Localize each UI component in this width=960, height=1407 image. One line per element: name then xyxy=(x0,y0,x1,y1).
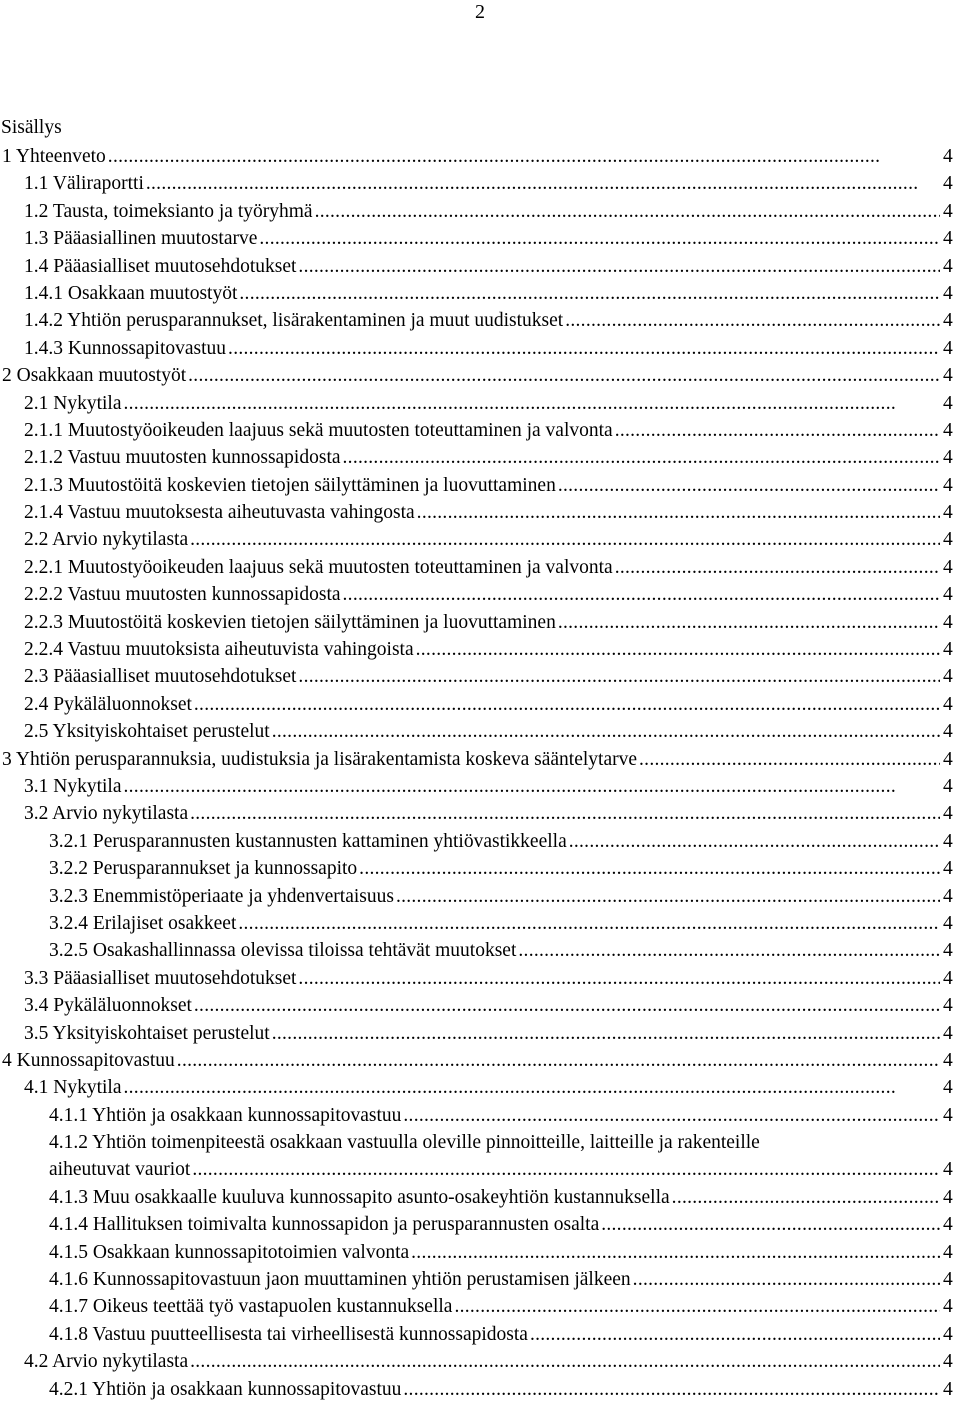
toc-entry-title: 2.1.1 Muutostyöoikeuden laajuus sekä muutosten toteuttaminen ja valvonta xyxy=(24,419,613,441)
toc-entry-title: 3.2.5 Osakashallinnassa olevissa tiloissa tehtävät muutokset xyxy=(49,940,517,962)
toc-dot-leader xyxy=(108,143,940,170)
toc-entry-page: 4 xyxy=(943,967,953,989)
toc-dot-leader xyxy=(272,1020,940,1047)
toc-entry-title: 3.3 Pääasialliset muutosehdotukset xyxy=(24,967,297,989)
toc-entry-page: 4 xyxy=(943,146,953,167)
toc-entry[interactable] xyxy=(0,1321,960,1348)
toc-entry[interactable] xyxy=(0,444,960,471)
toc-entry[interactable] xyxy=(0,718,960,745)
toc-entry-title: 2.1.4 Vastuu muutoksesta aiheutuvasta vahingosta xyxy=(24,502,415,524)
toc-entry[interactable] xyxy=(0,472,960,499)
toc-dot-leader xyxy=(124,773,941,800)
toc-entry[interactable] xyxy=(0,1293,960,1320)
toc-dot-leader xyxy=(672,1184,940,1211)
toc-entry[interactable] xyxy=(0,1047,960,1074)
toc-dot-leader xyxy=(239,280,940,307)
table-of-contents xyxy=(0,143,960,1403)
toc-entry-page: 4 xyxy=(943,1241,953,1263)
toc-entry-page: 4 xyxy=(943,1323,953,1345)
toc-entry-page: 4 xyxy=(943,282,953,304)
toc-entry[interactable] xyxy=(0,691,960,718)
toc-entry[interactable] xyxy=(0,773,960,800)
toc-entry-page: 4 xyxy=(943,337,953,359)
toc-entry-page: 4 xyxy=(943,748,953,770)
toc-entry-page: 4 xyxy=(943,447,953,469)
toc-entry[interactable] xyxy=(0,1348,960,1375)
toc-entry-page: 4 xyxy=(943,1049,953,1071)
toc-entry-title: 2.2.2 Vastuu muutosten kunnossapidosta xyxy=(24,584,341,606)
toc-entry-title: 3.2.4 Erilajiset osakkeet xyxy=(49,912,237,934)
toc-entry[interactable] xyxy=(0,1376,960,1403)
toc-dot-leader xyxy=(259,225,940,252)
toc-dot-leader xyxy=(343,444,940,471)
toc-entry[interactable] xyxy=(0,554,960,581)
toc-dot-leader xyxy=(518,937,940,964)
toc-dot-leader xyxy=(192,1156,940,1183)
toc-entry-title: 4.1.3 Muu osakkaalle kuuluva kunnossapito asunto-osakeyhtiön kustannuksella xyxy=(49,1186,670,1208)
toc-entry[interactable] xyxy=(0,1020,960,1047)
toc-dot-leader xyxy=(454,1293,940,1320)
toc-entry-title: 1.1 Väliraportti xyxy=(24,173,144,195)
toc-entry-page: 4 xyxy=(943,885,953,907)
toc-dot-leader xyxy=(194,992,940,1019)
toc-entry-page: 4 xyxy=(943,365,953,387)
toc-entry-title: 1.2 Tausta, toimeksianto ja työryhmä xyxy=(24,200,313,222)
toc-entry-title: 2.3 Pääasialliset muutosehdotukset xyxy=(24,666,297,688)
toc-entry-page: 4 xyxy=(943,228,953,250)
toc-dot-leader xyxy=(298,253,940,280)
toc-entry-page: 4 xyxy=(943,803,953,825)
toc-entry-page: 4 xyxy=(943,693,953,715)
toc-entry-page: 4 xyxy=(943,940,953,962)
toc-entry[interactable] xyxy=(0,1211,960,1238)
toc-entry-page: 4 xyxy=(943,173,953,195)
toc-entry[interactable] xyxy=(0,1184,960,1211)
toc-entry[interactable] xyxy=(0,883,960,910)
toc-entry-title: 2.2.1 Muutostyöoikeuden laajuus sekä muutosten toteuttaminen ja valvonta xyxy=(24,556,613,578)
toc-entry-page: 4 xyxy=(943,502,953,524)
toc-entry-title: 2.2.4 Vastuu muutoksista aiheutuvista vahingoista xyxy=(24,639,414,661)
toc-dot-leader xyxy=(228,335,940,362)
toc-dot-leader xyxy=(298,663,940,690)
toc-entry-page: 4 xyxy=(943,1104,953,1126)
toc-entry-title: 2.2.3 Muutostöitä koskevien tietojen säilyttäminen ja luovuttaminen xyxy=(24,611,556,633)
toc-dot-leader xyxy=(403,1102,940,1129)
toc-entry-page: 4 xyxy=(943,556,953,578)
toc-entry-page: 4 xyxy=(943,858,953,880)
toc-dot-leader xyxy=(411,1239,940,1266)
toc-entry-page: 4 xyxy=(943,1022,953,1044)
toc-entry[interactable] xyxy=(0,143,960,170)
toc-entry[interactable] xyxy=(0,417,960,444)
toc-entry-title: 3.5 Yksityiskohtaiset perustelut xyxy=(24,1022,270,1044)
toc-dot-leader xyxy=(416,636,940,663)
toc-entry-title: 4.2 Arvio nykytilasta xyxy=(24,1351,189,1373)
toc-entry-page: 4 xyxy=(943,1269,953,1291)
toc-entry-page: 4 xyxy=(943,721,953,743)
toc-entry-continuation-line xyxy=(49,1156,960,1183)
toc-entry-page: 4 xyxy=(943,200,953,222)
toc-entry-title: 4.1.8 Vastuu puutteellisesta tai virheellisestä kunnossapidosta xyxy=(49,1323,528,1345)
toc-entry-page: 4 xyxy=(943,775,953,797)
toc-entry-title: 2 Osakkaan muutostyöt xyxy=(2,365,187,387)
toc-entry-title: 1.3 Pääasiallinen muutostarve xyxy=(24,228,258,250)
toc-entry-page: 4 xyxy=(943,1077,953,1099)
toc-entry-page: 4 xyxy=(943,419,953,441)
toc-entry-page: 4 xyxy=(943,1351,953,1373)
toc-entry-title: 3.2 Arvio nykytilasta xyxy=(24,803,189,825)
toc-entry-page: 4 xyxy=(943,611,953,633)
toc-entry-title: 1.4.1 Osakkaan muutostyöt xyxy=(24,282,238,304)
toc-entry-title: 4.1.1 Yhtiön ja osakkaan kunnossapitovastuu xyxy=(49,1104,402,1126)
toc-dot-leader xyxy=(343,581,940,608)
toc-entry[interactable] xyxy=(0,636,960,663)
toc-entry[interactable] xyxy=(0,992,960,1019)
toc-entry-page: 4 xyxy=(943,995,953,1017)
toc-entry-page: 4 xyxy=(943,474,953,496)
toc-entry[interactable] xyxy=(0,362,960,389)
toc-entry-title: 4.1.4 Hallituksen toimivalta kunnossapidon ja perusparannusten osalta xyxy=(49,1214,600,1236)
toc-dot-leader xyxy=(190,526,940,553)
toc-entry-title: 4.2.1 Yhtiön ja osakkaan kunnossapitovastuu xyxy=(49,1378,402,1400)
toc-title: Sisällys xyxy=(1,117,62,138)
toc-entry-title: 3.1 Nykytila xyxy=(24,775,122,797)
toc-entry[interactable] xyxy=(0,499,960,526)
toc-entry[interactable] xyxy=(0,937,960,964)
toc-entry-title: 2.1 Nykytila xyxy=(24,392,122,414)
toc-dot-leader xyxy=(639,746,940,773)
toc-entry-title: 2.1.3 Muutostöitä koskevien tietojen säilyttäminen ja luovuttaminen xyxy=(24,474,556,496)
toc-dot-leader xyxy=(569,828,940,855)
toc-dot-leader xyxy=(558,609,940,636)
toc-entry-page: 4 xyxy=(943,830,953,852)
toc-entry-title: 2.1.2 Vastuu muutosten kunnossapidosta xyxy=(24,447,341,469)
toc-entry-title-continuation: aiheutuvat vauriot xyxy=(49,1159,191,1181)
toc-entry-page: 4 xyxy=(943,529,953,551)
toc-entry-page: 4 xyxy=(943,392,953,414)
toc-dot-leader xyxy=(194,691,940,718)
toc-entry-title: 1.4 Pääasialliset muutosehdotukset xyxy=(24,255,297,277)
toc-entry-title: 2.2 Arvio nykytilasta xyxy=(24,529,189,551)
toc-entry-page: 4 xyxy=(943,1159,953,1181)
toc-entry-title: 3.2.1 Perusparannusten kustannusten kattaminen yhtiövastikkeella xyxy=(49,830,567,852)
toc-dot-leader xyxy=(565,307,940,334)
toc-entry-title: 1.4.2 Yhtiön perusparannukset, lisärakentaminen ja muut uudistukset xyxy=(24,310,564,332)
toc-entry[interactable] xyxy=(0,1239,960,1266)
toc-entry-title: 4 Kunnossapitovastuu xyxy=(2,1049,175,1071)
toc-entry[interactable] xyxy=(0,910,960,937)
toc-entry-page: 4 xyxy=(943,255,953,277)
toc-entry[interactable] xyxy=(0,800,960,827)
toc-entry[interactable] xyxy=(0,828,960,855)
toc-entry-title: 4.1.5 Osakkaan kunnossapitotoimien valvonta xyxy=(49,1241,410,1263)
toc-entry[interactable] xyxy=(0,198,960,225)
toc-entry-page: 4 xyxy=(943,666,953,688)
toc-entry-page: 4 xyxy=(943,1296,953,1318)
toc-entry[interactable] xyxy=(0,855,960,882)
toc-entry-title: 2.4 Pykäläluonnokset xyxy=(24,693,192,715)
toc-dot-leader xyxy=(146,170,940,197)
toc-entry-page: 4 xyxy=(943,1186,953,1208)
toc-dot-leader xyxy=(238,910,940,937)
toc-entry-title: 1 Yhteenveto xyxy=(2,146,106,167)
toc-dot-leader xyxy=(615,417,940,444)
toc-entry-page: 4 xyxy=(943,912,953,934)
toc-entry-title: 4.1.6 Kunnossapitovastuun jaon muuttaminen yhtiön perustamisen jälkeen xyxy=(49,1269,631,1291)
toc-entry[interactable] xyxy=(0,390,960,417)
toc-dot-leader xyxy=(190,800,940,827)
toc-dot-leader xyxy=(558,472,940,499)
toc-entry[interactable] xyxy=(0,581,960,608)
toc-entry-title: 3.2.3 Enemmistöperiaate ja yhdenvertaisuus xyxy=(49,885,394,907)
toc-entry[interactable] xyxy=(0,663,960,690)
toc-entry-title: 3 Yhtiön perusparannuksia, uudistuksia ja lisärakentamista koskeva sääntelytarve xyxy=(2,748,638,770)
toc-entry-title: 1.4.3 Kunnossapitovastuu xyxy=(24,337,227,359)
toc-dot-leader xyxy=(633,1266,940,1293)
toc-entry-title: 2.5 Yksityiskohtaiset perustelut xyxy=(24,721,270,743)
toc-dot-leader xyxy=(403,1376,940,1403)
toc-entry-title: 4.1.7 Oikeus teettää työ vastapuolen kustannuksella xyxy=(49,1296,453,1318)
toc-dot-leader xyxy=(359,855,940,882)
toc-entry[interactable] xyxy=(0,170,960,197)
toc-dot-leader xyxy=(298,965,940,992)
toc-entry-page: 4 xyxy=(943,1214,953,1236)
toc-entry-page: 4 xyxy=(943,1378,953,1400)
toc-entry-title: 4.1.2 Yhtiön toimenpiteestä osakkaan vastuulla oleville pinnoitteille, laitteille ja rakenteille xyxy=(49,1132,760,1154)
toc-entry[interactable] xyxy=(0,280,960,307)
toc-dot-leader xyxy=(601,1211,940,1238)
toc-dot-leader xyxy=(190,1348,940,1375)
toc-entry[interactable] xyxy=(0,253,960,280)
toc-entry[interactable] xyxy=(0,335,960,362)
toc-dot-leader xyxy=(417,499,940,526)
toc-dot-leader xyxy=(272,718,940,745)
toc-entry-title: 3.4 Pykäläluonnokset xyxy=(24,995,192,1017)
toc-entry-page: 4 xyxy=(943,310,953,332)
toc-entry[interactable] xyxy=(0,1102,960,1129)
toc-entry-page: 4 xyxy=(943,639,953,661)
toc-entry[interactable] xyxy=(0,746,960,773)
toc-entry[interactable] xyxy=(0,1129,960,1184)
toc-dot-leader xyxy=(396,883,940,910)
toc-dot-leader xyxy=(124,1074,941,1101)
page-number: 2 xyxy=(475,1,485,23)
toc-entry[interactable] xyxy=(0,965,960,992)
toc-entry[interactable] xyxy=(0,609,960,636)
toc-entry[interactable] xyxy=(0,1074,960,1101)
toc-entry[interactable] xyxy=(0,526,960,553)
toc-entry-title: 3.2.2 Perusparannukset ja kunnossapito xyxy=(49,858,358,880)
toc-entry-title: 4.1 Nykytila xyxy=(24,1077,122,1099)
toc-dot-leader xyxy=(188,362,940,389)
toc-dot-leader xyxy=(315,198,940,225)
toc-entry[interactable] xyxy=(0,307,960,334)
toc-dot-leader xyxy=(124,390,941,417)
toc-entry[interactable] xyxy=(0,225,960,252)
toc-entry-page: 4 xyxy=(943,584,953,606)
toc-dot-leader xyxy=(615,554,940,581)
toc-entry[interactable] xyxy=(0,1266,960,1293)
toc-dot-leader xyxy=(177,1047,940,1074)
toc-dot-leader xyxy=(530,1321,940,1348)
